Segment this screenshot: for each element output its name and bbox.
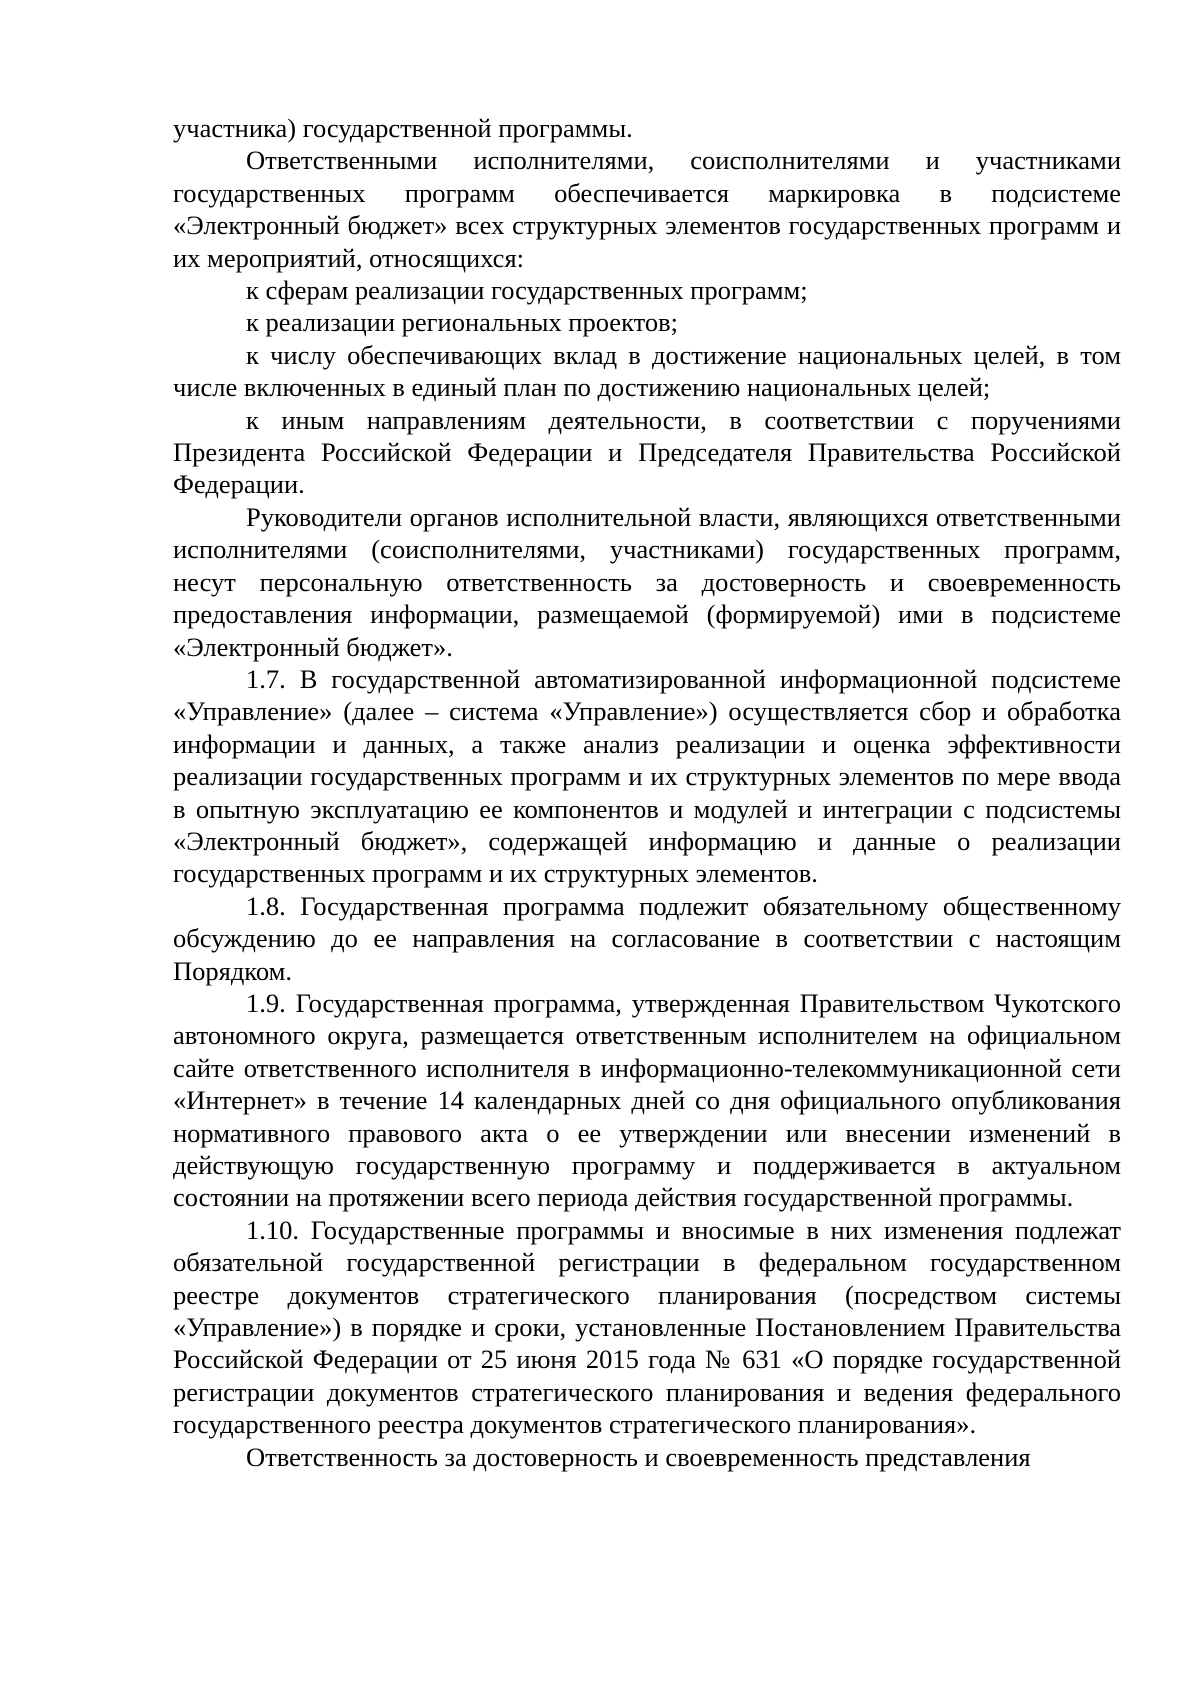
document-page bbox=[173, 112, 1121, 1473]
paragraph-marking-obligation: Ответственными исполнителями, соисполнителями и участниками государственных программ обеспечивается маркировка в подсистеме «Электронный бюджет» всех структурных элементов государственных программ и их мероприятий, относящихся: bbox=[173, 145, 1121, 273]
paragraph-responsibility: Руководители органов исполнительной власти, являющихся ответственными исполнителями (соисполнителями, участниками) государственных программ, несут персональную ответственность за достоверность и своевременность предоставления информации, размещаемой (формируемой) ими в подсистеме «Электронный бюджет». bbox=[173, 501, 1121, 662]
paragraph-final-truncated: Ответственность за достоверность и своевременность представления bbox=[246, 1441, 1031, 1472]
list-item-regional-projects: к реализации региональных проектов; bbox=[246, 307, 678, 338]
paragraph-1-9: 1.9. Государственная программа, утвержденная Правительством Чукотского автономного округа, размещается ответственным исполнителем на официальном сайте ответственного исполнителя в информационно-телекоммуникационной сети «Интернет» в течение 14 календарных дней со дня официального опубликования нормативного правового акта о ее утверждении или внесении изменений в действующую государственную программу и поддерживается в актуальном состоянии на протяжении всего периода действия государственной программы. bbox=[173, 987, 1121, 1213]
paragraph-1-8: 1.8. Государственная программа подлежит обязательному общественному обсуждению до ее направления на согласование в соответствии с настоящим Порядком. bbox=[173, 890, 1121, 986]
paragraph-1-7: 1.7. В государственной автоматизированной информационной подсистеме «Управление» (далее – система «Управление») осуществляется сбор и обработка информации и данных, а также анализ реализации и оценка эффективности реализации государственных программ и их структурных элементов по мере ввода в опытную эксплуатацию ее компонентов и модулей и интеграции с подсистемы «Электронный бюджет», содержащей информацию и данные о реализации государственных программ и их структурных элементов. bbox=[173, 663, 1121, 889]
list-item-other-directions: к иным направлениям деятельности, в соответствии с поручениями Президента Российской Федерации и Председателя Правительства Российской Федерации. bbox=[173, 404, 1121, 500]
list-item-national-goals: к числу обеспечивающих вклад в достижение национальных целей, в том числе включенных в единый план по достижению национальных целей; bbox=[173, 339, 1121, 403]
paragraph-1-10: 1.10. Государственные программы и вносимые в них изменения подлежат обязательной государственной регистрации в федеральном государственном реестре документов стратегического планирования (посредством системы «Управление») в порядке и сроки, установленные Постановлением Правительства Российской Федерации от 25 июня 2015 года № 631 «О порядке государственной регистрации документов стратегического планирования и ведения федерального государственного реестра документов стратегического планирования». bbox=[173, 1214, 1121, 1440]
list-item-spheres: к сферам реализации государственных программ; bbox=[246, 275, 808, 306]
paragraph-continuation: участника) государственной программы. bbox=[173, 113, 633, 143]
